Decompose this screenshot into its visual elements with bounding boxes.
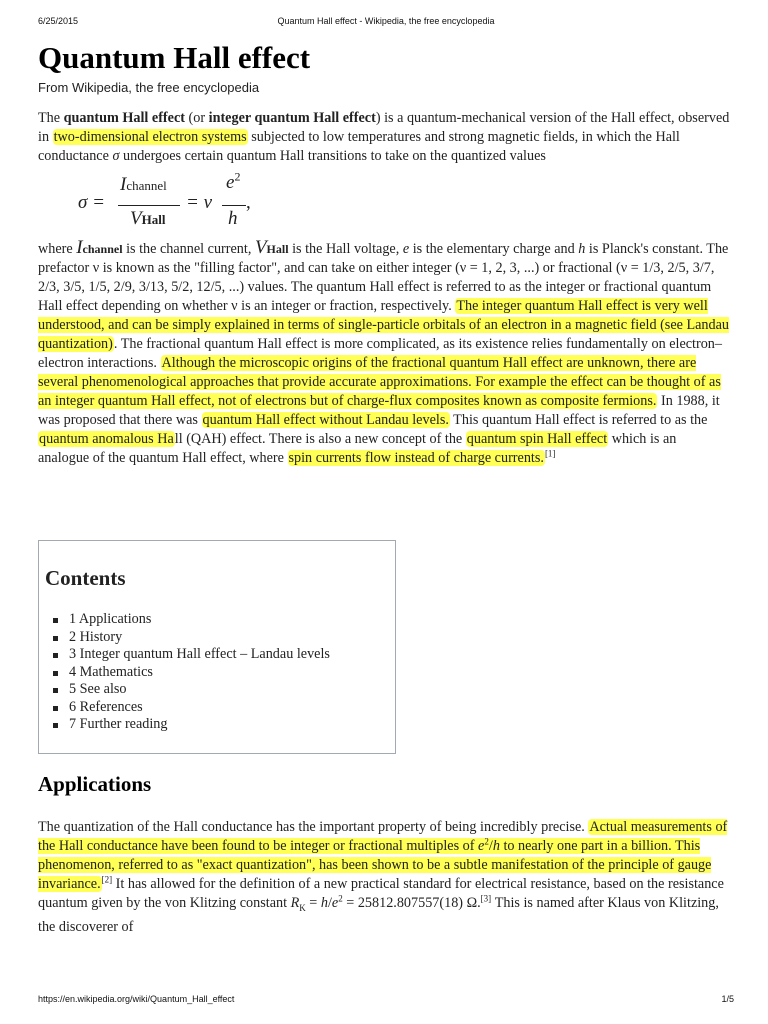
body-text: / — [488, 838, 493, 854]
math-sup-2: 2 — [338, 893, 343, 904]
math-h: h — [578, 241, 586, 257]
link-quantum-spin-hall-effect[interactable]: quantum spin Hall effect — [466, 431, 608, 447]
reference-1[interactable]: [1] — [544, 448, 556, 459]
reference-2[interactable]: [2] — [101, 874, 113, 885]
bold-term: integer quantum Hall effect — [208, 110, 376, 126]
body-text: The quantization of the Hall conductance has the important property of being incredibly precise. — [38, 819, 589, 835]
highlight-without-landau[interactable]: quantum Hall effect without Landau levels. — [202, 412, 449, 428]
math-h: h — [492, 838, 500, 854]
math-e: e — [402, 241, 410, 257]
formula-V: V — [130, 208, 142, 229]
formula-h: h — [228, 208, 238, 229]
section-heading-applications: Applications — [38, 772, 152, 796]
page-title: Quantum Hall effect — [38, 40, 311, 75]
intro-text: The — [38, 110, 64, 126]
table-of-contents — [38, 540, 396, 754]
intro-paragraph — [38, 109, 730, 166]
formula-e: e — [226, 172, 235, 193]
print-date: 6/25/2015 — [38, 16, 79, 26]
formula-comma: , — [246, 192, 251, 213]
body-text: . The fractional quantum Hall effect is more complicated, as its existence relies fundamentally on electron–electron interactions. — [38, 336, 722, 371]
body-text: where — [38, 241, 77, 257]
print-url: https://en.wikipedia.org/wiki/Quantum_Hall_effect — [38, 994, 235, 1004]
body-text: / — [327, 895, 332, 911]
body-text: to nearly one part in a billion. This phenomenon, referred to as "exact quantization", has been shown to be a subtle manifestation of the principle of gauge invariance. — [38, 838, 712, 892]
print-title: Quantum Hall effect - Wikipedia, the free encyclopedia — [277, 16, 495, 26]
toc-item-mathematics[interactable]: 4 Mathematics — [69, 664, 330, 682]
toc-title: Contents — [45, 566, 126, 590]
math-sub-K: K — [299, 902, 306, 913]
toc-item-applications[interactable]: 1 Applications — [69, 611, 330, 629]
link-quantum-anomalous-hall[interactable]: quantum anomalous Ha — [39, 431, 174, 447]
body-text: is Planck's constant. The prefactor ν is known as the "filling factor", and can take on either integer (ν = 1, 2, 3, ...) or fractional (ν = 1/3, 2/5, 3/7, 2/3, 3/5, 1/5, 2/9, 3/13, 5/2, 12/5, ...) values. The quantum Hall effect is referred to as the integer or fractional quantum Hall effect depending on whether ν is an integer or fraction, respectively. — [38, 241, 729, 314]
math-I: I — [76, 237, 83, 258]
intro-text: subjected to low temperatures and strong magnetic fields, in which the Hall conductance — [38, 129, 680, 164]
toc-item-integer-qhe[interactable]: 3 Integer quantum Hall effect – Landau levels — [69, 646, 330, 662]
body-text: This quantum Hall effect is referred to as the — [449, 412, 708, 428]
bold-term: quantum Hall effect — [63, 110, 185, 126]
article-content — [38, 40, 730, 468]
body-text: is the Hall voltage, — [288, 241, 403, 257]
toc-item-see-also[interactable]: 5 See also — [69, 681, 330, 699]
formula-sigma: σ = — [78, 192, 105, 213]
math-sup-2: 2 — [484, 836, 489, 847]
body-text: In 1988, it was proposed that there was — [38, 393, 720, 428]
math-e: e — [331, 895, 339, 911]
highlight-fractional-origins[interactable]: Although the microscopic origins of the fractional quantum Hall effect are unknown, there are several phenomenological approaches that provide accurate approximations. For example the effect can be thought of as an integer quantum Hall effect, not of electrons but of charge-flux composites known as composite fermions. — [38, 355, 721, 409]
toc-item-further-reading[interactable]: 7 Further reading — [69, 716, 330, 734]
formula-numerator — [120, 174, 167, 196]
math-sub-hall: Hall — [266, 242, 289, 256]
body-text: = 25812.807557(18) Ω. — [342, 895, 481, 911]
math-e: e — [478, 838, 485, 854]
conductance-formula — [38, 170, 730, 236]
body-text: ll (QAH) effect. There is also a new concept of the — [174, 431, 466, 447]
math-h: h — [320, 895, 328, 911]
intro-text: undergoes certain quantum Hall transitions to take on the quantized values — [119, 148, 546, 164]
applications-paragraph — [38, 818, 728, 937]
formula-denominator — [130, 208, 165, 230]
body-text: This is named after Klaus von Klitzing, the discoverer of — [38, 895, 719, 935]
print-page-number: 1/5 — [721, 994, 734, 1004]
toc-item-references[interactable]: 6 References — [69, 699, 330, 717]
math-sub-channel: channel — [82, 242, 123, 256]
math-R: R — [290, 895, 300, 911]
body-text: Actual measurements of the Hall conductance have been found to be integer or fractional multiples of — [38, 819, 728, 854]
body-text: which is an analogue of the quantum Hall effect, where — [38, 431, 677, 466]
formula-sub-hall: Hall — [141, 212, 166, 227]
reference-3[interactable]: [3] — [480, 893, 492, 904]
formula-sub-channel: channel — [126, 178, 167, 193]
formula-e2 — [226, 169, 241, 194]
body-text: = — [305, 895, 321, 911]
tagline: From Wikipedia, the free encyclopedia — [38, 80, 260, 95]
body-text: It has allowed for the definition of a new practical standard for electrical resistance, based on the resistance quantum given by the von Klitzing constant — [38, 876, 724, 911]
formula-sup-2: 2 — [234, 169, 241, 184]
body-text: is the elementary charge and — [409, 241, 579, 257]
intro-text: ) is a quantum-mechanical version of the Hall effect, observed in — [38, 110, 730, 145]
formula-eq-nu: = ν — [186, 192, 213, 213]
fraction-bar — [118, 205, 180, 206]
fraction-bar — [222, 205, 246, 206]
body-text: is the channel current, — [122, 241, 255, 257]
math-sigma: σ — [112, 148, 120, 164]
intro-text: (or — [184, 110, 209, 126]
toc-list — [69, 611, 330, 734]
highlight-spin-currents[interactable]: spin currents flow instead of charge currents. — [288, 450, 544, 466]
toc-item-history[interactable]: 2 History — [69, 629, 330, 647]
formula-I: I — [120, 174, 127, 195]
link-two-dimensional-electron-systems[interactable]: two-dimensional electron systems — [53, 129, 247, 145]
math-V: V — [254, 237, 267, 258]
body-paragraph — [38, 238, 730, 468]
highlight-integer-qhe[interactable]: The integer quantum Hall effect is very well understood, and can be simply explained in terms of single-particle orbitals of an electron in a magnetic field (see Landau quantization) — [38, 298, 730, 352]
